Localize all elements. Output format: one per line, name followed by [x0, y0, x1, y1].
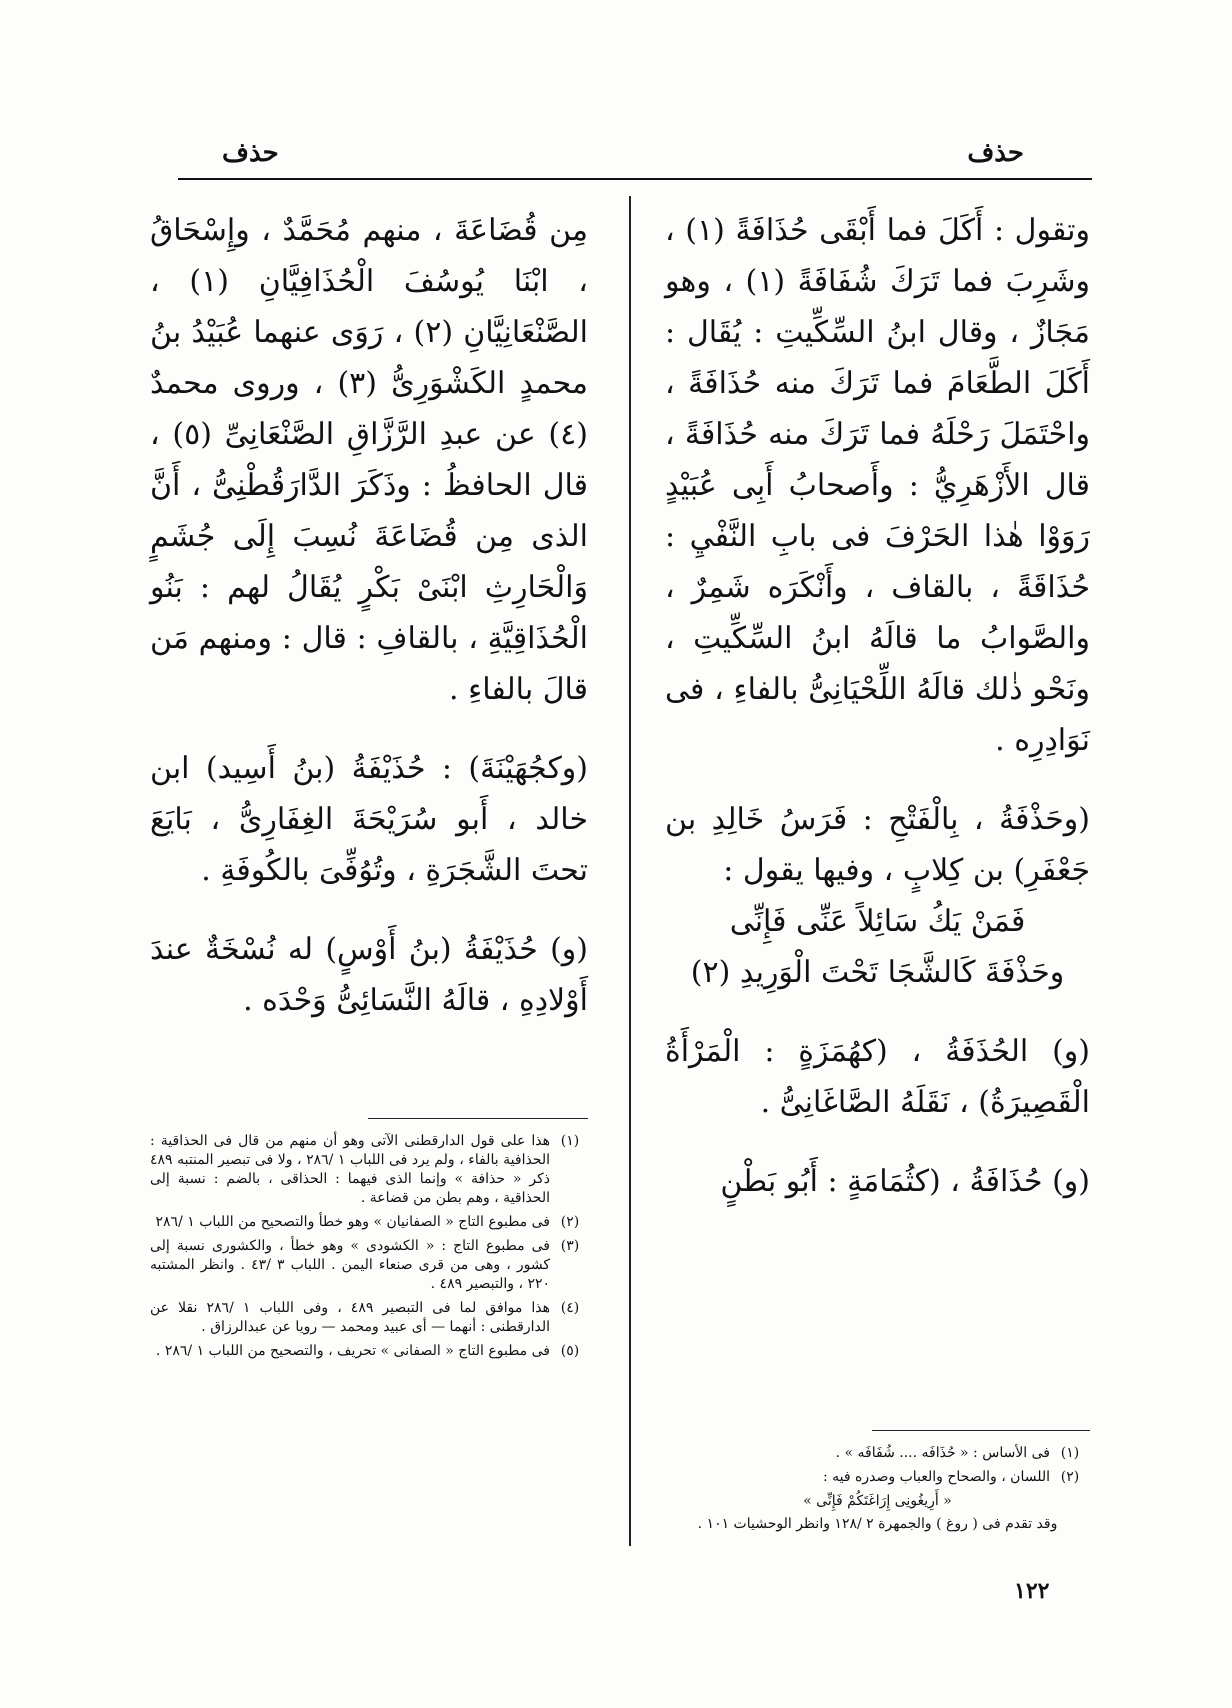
footnote-text: فى مطبوع التاج : « الكشودى » وهو خطأ ، والكشورى نسبة إلى كشور ، وهى من قرى صنعاء اليمن . اللباب ٣ /٤٣ . وانظر المشتبه ٢٢٠ ، والتبصير ٤٨٩ . [150, 1238, 550, 1292]
paragraph: (و) الحُذَفَةُ ، (كهُمَزَةٍ : الْمَرْأَةُ الْقَصِيرَةُ) ، نَقَلَهُ الصَّاغَانِىُّ . [665, 1034, 1090, 1120]
footnote [150, 1132, 590, 1208]
footnote-number: (١) [560, 1133, 580, 1149]
footnote-number: (٣) [560, 1238, 580, 1254]
footnote [665, 1444, 1090, 1463]
footnote-rule-left [368, 1118, 588, 1119]
column-divider [629, 196, 631, 1546]
footnote-number: (٢) [560, 1214, 580, 1230]
running-head-left: حذف [222, 138, 279, 168]
footnote-text: اللسان ، والصحاح والعباب وصدره فيه : [822, 1469, 1050, 1485]
header-rule [178, 178, 1092, 180]
paragraph: (وحَذْفَةُ ، بِالْفَتْحِ : فَرَسُ خَالِدِ بن جَعْفَرِ) بن كِلابٍ ، وفيها يقول : [665, 802, 1090, 888]
footnote-number: (٥) [560, 1343, 580, 1359]
footnote [665, 1468, 1090, 1487]
page-number: ١٢٢ [1014, 1578, 1050, 1604]
paragraph: وتقول : أَكَلَ فما أَبْقَى حُذَافَةً (١) ، وشَرِبَ فما تَرَكَ شُفَافَةً (١) ، وهو مَجَازٌ ، وقال ابنُ السِّكِّيتِ : يُقَال : أَكَلَ الطَّعَامَ فما تَرَكَ منه حُذَافَةً ، واحْتَمَلَ رَحْلَهُ فما تَرَكَ منه حُذَافَةً ، قال الأَزْهَرِيُّ : وأَصحابُ أَبِى عُبَيْدٍ رَوَوْا هٰذا الحَرْفَ فى بابِ النَّفْيِ : حُذَاقَةً ، بالقاف ، وأَنْكَرَه شَمِرٌ ، والصَّوابُ ما قالَهُ ابنُ السِّكِّيتِ ، ونَحْو ذٰلك قالَهُ اللِّحْيَانِىُّ بالفاءِ ، فى نَوَادِرِه . [665, 213, 1090, 758]
footnote-text: فى مطبوع التاج « الصفانيان » وهو خطأ والتصحيح من اللباب ١ /٢٨٦ [155, 1214, 550, 1230]
running-head-right: حذف [967, 138, 1024, 168]
paragraph: (و) حُذَيْفَةُ (بنُ أَوْسٍ) له نُسْخَةٌ عندَ أَوْلادِهِ ، قالَهُ النَّسَائِىُّ وَحْدَه . [150, 932, 588, 1018]
right-column [665, 205, 1090, 1207]
left-column [150, 205, 588, 1026]
footnote [150, 1342, 590, 1361]
footnote [150, 1213, 590, 1232]
verse-line-2: وحَذْفَةَ كَالشَّجَا تَحْتَ الْوَرِيدِ (٢) [690, 955, 1065, 990]
footnote-verse: « أَرِيغُونِى إِرَاغَتَكُمْ فَإِنِّى » [803, 1493, 952, 1509]
footnote-rule-right [872, 1430, 1090, 1431]
footnotes-right [665, 1444, 1090, 1538]
footnotes-left [150, 1132, 590, 1366]
footnote-text: فى الأساس : « حُذَافَه .... شُفَافَه » . [835, 1445, 1050, 1461]
footnote-number: (١) [1060, 1445, 1080, 1461]
paragraph: (وكجُهَيْنَةَ) : حُذَيْفَةُ (بنُ أَسِيد) ابن خالد ، أَبو سُرَيْحَةَ الغِفَارِىُّ ، بَايَعَ تحتَ الشَّجَرَةِ ، وتُوُفِّىَ بالكُوفَةِ . [150, 751, 588, 888]
paragraph: (و) حُذَافَةُ ، (كثُمَامَةٍ : أَبُو بَطْنٍ [720, 1164, 1090, 1199]
footnote-number: (٤) [560, 1300, 580, 1316]
footnote [150, 1237, 590, 1294]
paragraph: مِن قُضَاعَةَ ، منهم مُحَمَّدٌ ، وإِسْحَاقُ ، ابْنَا يُوسُفَ الْحُذَافِيَّانِ (١) ، الصَّنْعَانِيَّانِ (٢) ، رَوَى عنهما عُبَيْدُ بنُ محمدٍ الكَشْوَرِىُّ (٣) ، وروى محمدٌ (٤) عن عبدِ الرَّزَّاقِ الصَّنْعَانِىِّ (٥) ، قال الحافظُ : وذَكَرَ الدَّارَقُطْنِىُّ ، أَنَّ الذى مِن قُضَاعَةَ نُسِبَ إِلَى جُشَمٍ وَالْحَارِثِ ابْنَىْ بَكْرٍ يُقَالُ لهم : بَنُو الْحُذَاقِيَّةِ ، بالقافِ : قال : ومنهم مَن قالَ بالفاءِ . [150, 213, 589, 707]
footnote-text: هذا موافق لما فى التبصير ٤٨٩ ، وفى اللباب ١ /٢٨٦ نقلا عن الدارقطنى : أنهما — أى عبيد ومحمد — رويا عن عبدالرزاق . [150, 1300, 551, 1335]
footnote-number: (٢) [1060, 1469, 1080, 1485]
footnote-text: وقد تقدم فى ( روغ ) والجمهرة ٢ /١٢٨ وانظر الوحشيات ١٠١ . [697, 1516, 1058, 1532]
verse-line-1: فَمَنْ يَكُ سَائِلاً عَنِّى فَإِنِّى [729, 904, 1026, 939]
footnote [150, 1299, 590, 1337]
footnote-text: هذا على قول الدارقطنى الآتى وهو أن منهم من قال فى الحذاقية : الحذافية بالفاء ، ولم يرد فى اللباب ١ /٢٨٦ ، ولا فى تبصير المنتبه ٤٨٩ ذكر « حذافة » وإنما الذى فيهما : الحذاقى ، بالضم : نسبة إلى الحذاقية ، وهم بطن من قضاعة . [150, 1133, 551, 1206]
footnote-text: فى مطبوع التاج « الصفانى » تحريف ، والتصحيح من اللباب ١ /٢٨٦ . [155, 1343, 550, 1359]
